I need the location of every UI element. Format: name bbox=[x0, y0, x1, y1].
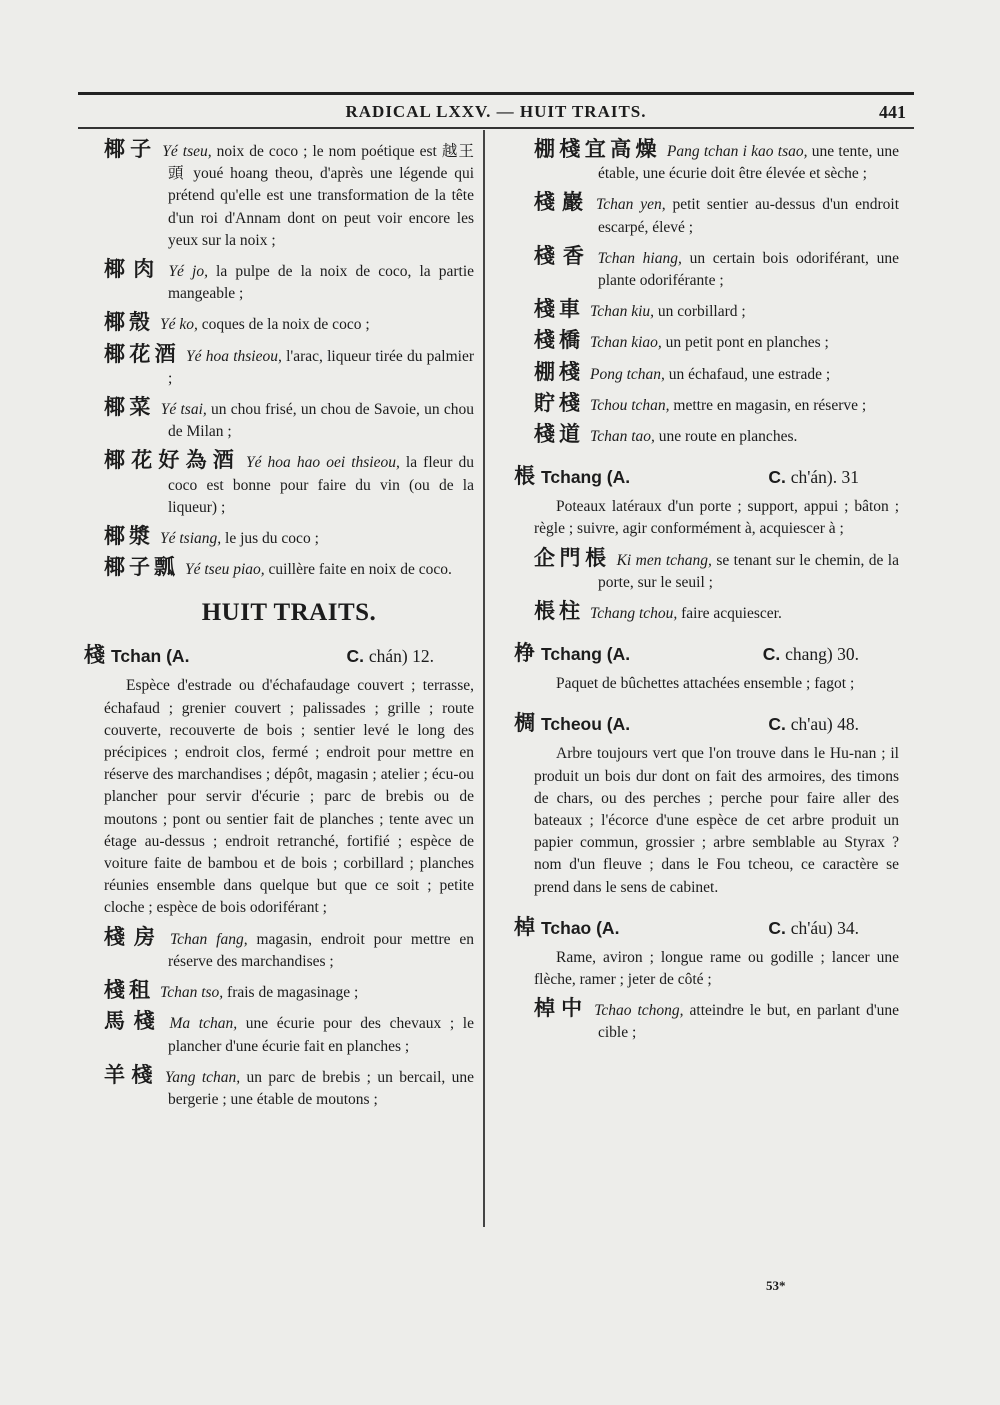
compound-entry bbox=[534, 298, 899, 323]
cantonese-label: C. bbox=[768, 917, 786, 938]
entry-gloss: petit sentier au-dessus d'un endroit escarpé, élevé ; bbox=[598, 196, 900, 236]
character-definition: Arbre toujours vert que l'on trouve dans le Hu-nan ; il produit un bois dur dont on fait des armoires, des timons de chars, ou des perches ; perche pour faire aller des bateaux ; l'écorce d'une espèce de cet arbre produit un papier commun, grossier ; arbre semblable au Styrax ? nom d'un fleuve ; dans le Fou tcheou, ce caractère se prend dans le sens de cabinet. bbox=[534, 745, 899, 896]
compound-entry bbox=[534, 997, 899, 1044]
head-cantonese bbox=[763, 644, 859, 665]
entry-characters: 棧租 bbox=[104, 978, 154, 1003]
entry-characters: 馬棧 bbox=[104, 1009, 164, 1034]
entry-characters: 椰子 bbox=[104, 137, 157, 161]
entry-romanization: Pang tchan i kao tsao, bbox=[666, 143, 808, 160]
entry-gloss: l'arac, liqueur tirée du palmier ; bbox=[168, 347, 475, 387]
character-definition: Espèce d'estrade ou d'échafaudage couvert ; terrasse, échafaud ; grenier couvert ; palissades ; grille ; route couverte, recouverte de bois ; sentier levé le long des précipices ; endroit clos, fermé ; endroit pour mettre en réserve des marchandises ; dépôt, magasin ; atelier ; écu-ou plancher pour servir d'écurie ; parc de brebis ou de moutons ; pont ou sentier fait de planches ; tente avec un étage au-dessus ; endroit retranché, fortifié ; espèce de voiture faite de bambou et de bois ; corbillard ; planches réunies ensemble dans quelque but que ce soit ; petite cloche ; espèce de bois odoriférant ; bbox=[104, 677, 474, 917]
top-rule bbox=[78, 92, 914, 95]
compound-entry bbox=[534, 138, 899, 185]
entry-gloss: faire acquiescer. bbox=[677, 605, 782, 623]
character-heading bbox=[84, 639, 474, 669]
entry-gloss: la pulpe de la noix de coco, la partie mangeable ; bbox=[168, 263, 475, 303]
character-heading bbox=[514, 707, 899, 737]
head-romanization: Tchang (A. bbox=[541, 644, 631, 665]
entry-romanization: Yé tsiang, bbox=[160, 530, 222, 548]
entry-gloss: une tente, une étable, une écurie doit être élevée et sèche ; bbox=[598, 143, 900, 183]
cantonese-label: C. bbox=[346, 646, 364, 667]
character-heading bbox=[514, 637, 899, 667]
entry-gloss: frais de magasinage ; bbox=[223, 984, 359, 1002]
header-rule bbox=[78, 127, 914, 129]
entry-gloss: magasin, endroit pour mettre en réserve des marchandises ; bbox=[168, 930, 474, 970]
signature-mark: 53* bbox=[766, 1278, 786, 1293]
entry-characters: 棧道 bbox=[534, 422, 584, 447]
head-character: 棦 bbox=[514, 641, 535, 666]
entry-romanization: Yé jo, bbox=[168, 263, 208, 281]
entry-romanization: Yé ko, bbox=[160, 316, 198, 334]
entry-characters: 棖柱 bbox=[534, 599, 584, 624]
entry-characters: 企門棖 bbox=[534, 545, 611, 570]
head-character: 棧 bbox=[84, 643, 105, 668]
head-cantonese bbox=[768, 918, 859, 939]
left-column bbox=[84, 137, 475, 1117]
page-header bbox=[78, 100, 914, 126]
cantonese-value: ch'au) 48. bbox=[790, 714, 859, 735]
head-character: 椆 bbox=[514, 711, 535, 736]
compound-entry bbox=[534, 392, 899, 417]
head-cantonese bbox=[347, 646, 435, 667]
cantonese-value: chang) 30. bbox=[785, 644, 859, 665]
entry-romanization: Yang tchan, bbox=[165, 1068, 241, 1086]
entry-romanization: Ma tchan, bbox=[169, 1015, 238, 1033]
entry-gloss: se tenant sur le chemin, de la porte, sur le seuil ; bbox=[598, 551, 899, 591]
character-definition: Paquet de bûchettes attachées ensemble ; fagot ; bbox=[556, 675, 855, 693]
entry-gloss: cuillère faite en noix de coco. bbox=[264, 561, 452, 579]
entry-characters: 椰子瓢 bbox=[104, 555, 179, 580]
entry-characters: 椰花酒 bbox=[104, 341, 181, 366]
compound-entry bbox=[534, 547, 899, 594]
character-definition: Poteaux latéraux d'un porte ; support, appui ; bâton ; règle ; suivre, agir conformément à, acquiescer à ; bbox=[534, 498, 899, 538]
compound-entry bbox=[104, 396, 474, 443]
entry-romanization: Tchan hiang, bbox=[597, 249, 682, 267]
entry-romanization: Yé tseu, bbox=[162, 143, 212, 160]
entry-characters: 椰漿 bbox=[104, 524, 154, 549]
entry-gloss: un parc de brebis ; un bercail, une bergerie ; une étable de moutons ; bbox=[168, 1068, 475, 1108]
section-heading: HUIT TRAITS. bbox=[201, 599, 377, 627]
entry-characters: 羊棧 bbox=[104, 1062, 159, 1087]
compound-entry bbox=[534, 423, 899, 448]
head-romanization: Tchao (A. bbox=[541, 917, 620, 938]
entry-characters: 棹中 bbox=[534, 996, 589, 1021]
character-heading bbox=[514, 911, 899, 941]
entry-romanization: Tchan tao, bbox=[590, 428, 655, 446]
compound-entry bbox=[104, 449, 474, 519]
compound-entry bbox=[104, 311, 474, 336]
entry-gloss: un chou frisé, un chou de Savoie, un chou de Milan ; bbox=[168, 401, 475, 441]
compound-entry bbox=[104, 343, 474, 390]
cantonese-value: ch'án). 31 bbox=[790, 467, 859, 488]
head-romanization: Tchang (A. bbox=[541, 467, 631, 488]
entry-characters: 棧香 bbox=[534, 243, 592, 268]
head-character: 棖 bbox=[514, 464, 535, 489]
cantonese-label: C. bbox=[768, 714, 786, 735]
entry-gloss: la fleur du coco est bonne pour faire du vin (ou de la liqueur) ; bbox=[168, 454, 475, 516]
entry-characters: 棧房 bbox=[104, 924, 164, 949]
column-divider bbox=[483, 130, 485, 1227]
entry-romanization: Tchan kiu, bbox=[590, 303, 655, 321]
head-romanization: Tchan (A. bbox=[111, 646, 190, 667]
entry-characters: 棧巖 bbox=[534, 190, 590, 215]
entry-romanization: Tchao tchong, bbox=[594, 1002, 684, 1020]
entry-gloss: mettre en magasin, en réserve ; bbox=[669, 396, 867, 414]
entry-gloss: atteindre le but, en parlant d'une cible ; bbox=[598, 1002, 900, 1042]
compound-entry bbox=[104, 138, 474, 252]
entry-romanization: Tchan kiao, bbox=[590, 334, 662, 352]
compound-entry bbox=[104, 556, 474, 581]
cantonese-label: C. bbox=[762, 644, 781, 665]
head-romanization: Tcheou (A. bbox=[541, 714, 631, 735]
head-cantonese bbox=[768, 714, 859, 735]
entry-characters: 棧車 bbox=[534, 297, 584, 322]
entry-characters: 椰肉 bbox=[104, 257, 163, 282]
entry-characters: 椰殼 bbox=[104, 310, 154, 335]
entry-characters: 椰菜 bbox=[104, 395, 155, 420]
entry-characters: 棚棧宜高燥 bbox=[534, 137, 661, 161]
entry-romanization: Ki men tchang, bbox=[616, 551, 712, 569]
entry-romanization: Tchou tchan, bbox=[590, 396, 670, 414]
compound-entry bbox=[534, 329, 899, 354]
compound-entry bbox=[534, 245, 899, 292]
character-definition: Rame, aviron ; longue rame ou godille ; lancer une flèche, ramer ; jeter de côté ; bbox=[534, 948, 899, 989]
cantonese-value: chán) 12. bbox=[368, 646, 434, 667]
entry-gloss: un corbillard ; bbox=[654, 303, 746, 321]
entry-gloss: coques de la noix de coco ; bbox=[197, 316, 370, 334]
character-heading bbox=[514, 460, 899, 490]
entry-romanization: Tchan tso, bbox=[160, 984, 224, 1002]
entry-gloss: noix de coco ; le nom poétique est 越王頭 youé hoang theou, d'après une légende qui prétend qu'elle est une transformation de la tête d'un roi d'Annam dont on peut voir encore les yeux sur la noix ; bbox=[168, 143, 474, 249]
compound-entry bbox=[104, 525, 474, 550]
compound-entry bbox=[534, 600, 899, 625]
entry-characters: 椰花好為酒 bbox=[104, 448, 240, 473]
compound-entry bbox=[104, 1010, 474, 1057]
entry-gloss: le jus du coco ; bbox=[221, 530, 319, 548]
cantonese-value: ch'áu) 34. bbox=[790, 917, 859, 938]
entry-gloss: un petit pont en planches ; bbox=[661, 334, 829, 352]
compound-entry bbox=[104, 926, 474, 973]
entry-romanization: Yé hoa hao oei thsieou, bbox=[245, 454, 400, 472]
entry-romanization: Tchan yen, bbox=[596, 196, 666, 214]
cantonese-label: C. bbox=[768, 467, 786, 488]
entry-characters: 貯棧 bbox=[534, 390, 584, 415]
entry-romanization: Tchang tchou, bbox=[590, 605, 678, 623]
head-character: 棹 bbox=[514, 914, 535, 939]
entry-characters: 棧橋 bbox=[534, 328, 584, 353]
page-number: 441 bbox=[879, 102, 906, 122]
head-cantonese bbox=[768, 467, 859, 488]
running-title: RADICAL LXXV. — HUIT TRAITS. bbox=[345, 102, 647, 121]
entry-romanization: Pong tchan, bbox=[590, 365, 665, 383]
compound-entry bbox=[104, 979, 474, 1004]
entry-romanization: Yé tseu piao, bbox=[185, 561, 265, 579]
entry-gloss: un certain bois odoriférant, une plante odoriférante ; bbox=[598, 249, 899, 290]
entry-romanization: Tchan fang, bbox=[169, 930, 248, 948]
entry-gloss: une écurie pour des chevaux ; le plancher d'une écurie fait en planches ; bbox=[168, 1015, 474, 1055]
compound-entry bbox=[534, 361, 899, 386]
entry-gloss: une route en planches. bbox=[654, 428, 798, 446]
entry-characters: 棚棧 bbox=[534, 359, 584, 384]
right-column bbox=[514, 137, 900, 1051]
compound-entry bbox=[534, 191, 899, 238]
compound-entry bbox=[104, 1064, 474, 1111]
entry-romanization: Yé tsai, bbox=[160, 401, 207, 419]
entry-romanization: Yé hoa thsieou, bbox=[186, 347, 282, 365]
entry-gloss: un échafaud, une estrade ; bbox=[664, 365, 831, 383]
compound-entry bbox=[104, 258, 474, 305]
